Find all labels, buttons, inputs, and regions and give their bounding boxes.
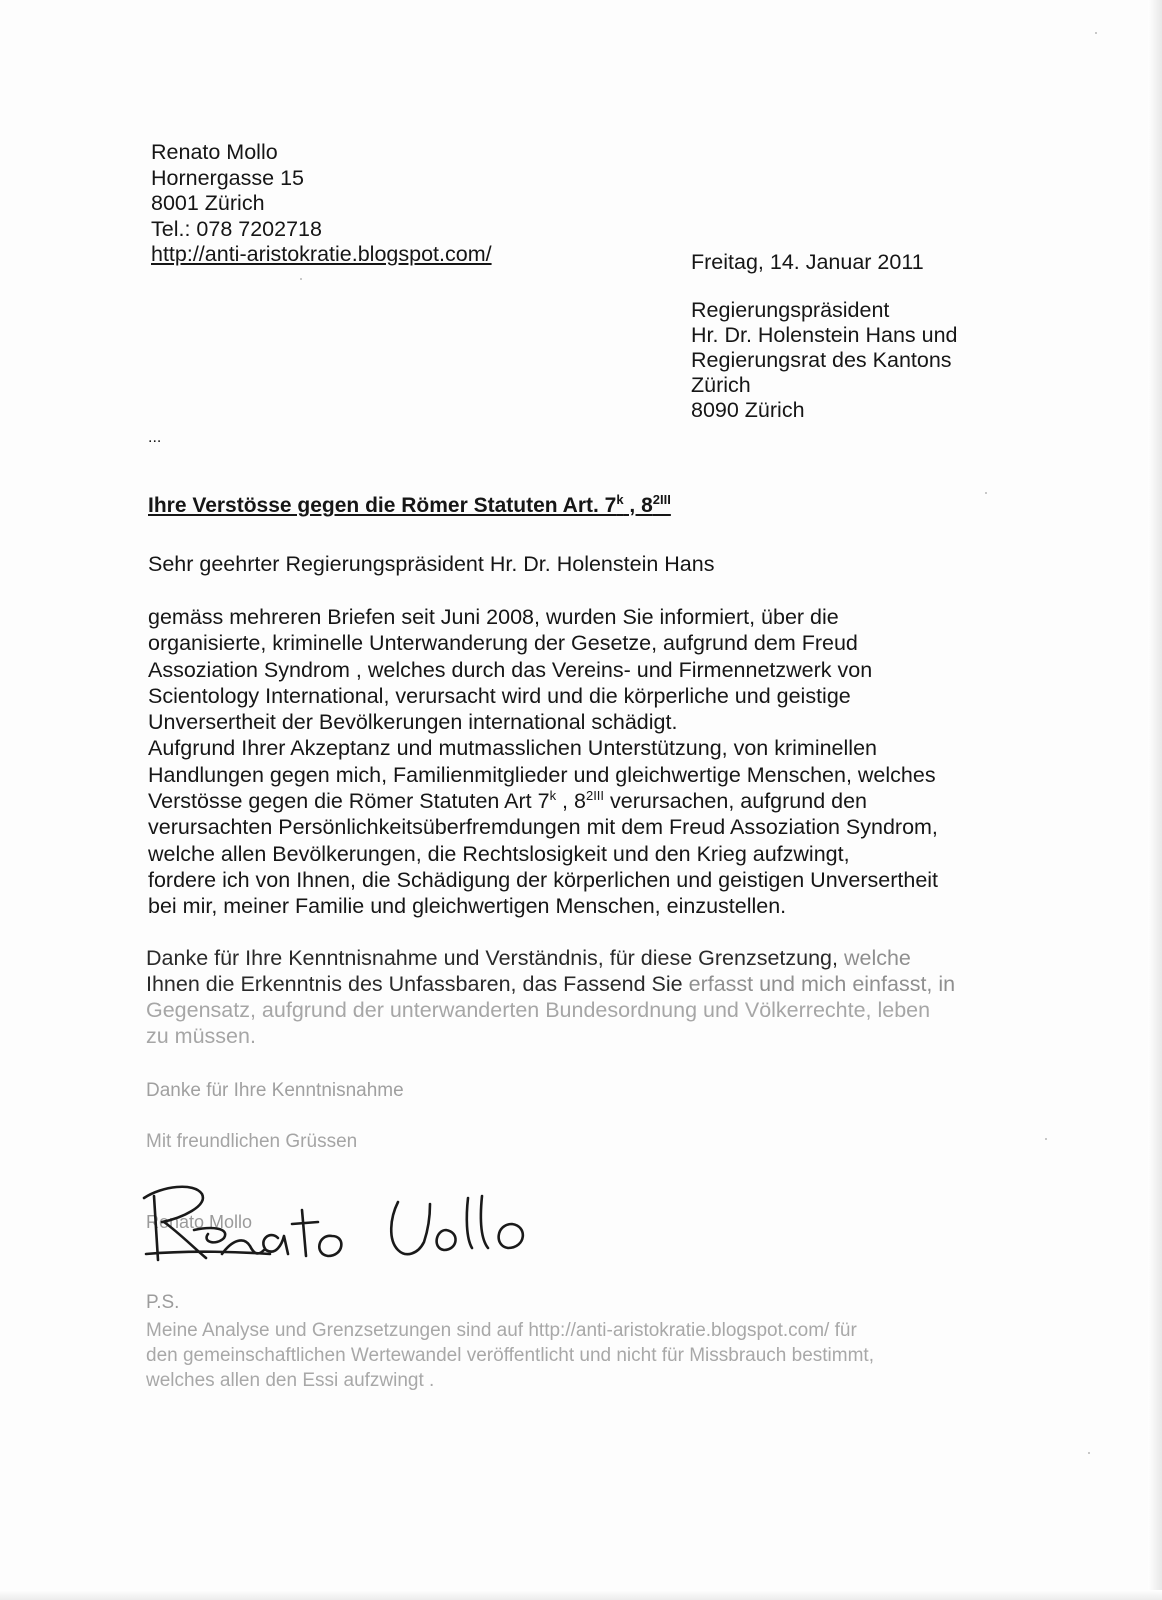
closing-thanks: Danke für Ihre Kenntnisnahme <box>146 1080 404 1101</box>
ps-paragraph <box>146 1318 874 1393</box>
scan-speck <box>1088 1452 1090 1454</box>
body-sup-2iii: 2III <box>585 787 605 803</box>
recipient-block <box>691 298 958 423</box>
body-line <box>148 789 938 815</box>
body-line <box>146 972 955 998</box>
body-line: welche allen Bevölkerungen, die Rechtslosigkeit und den Krieg aufzwingt, <box>148 841 850 866</box>
sender-street: Hornergasse 15 <box>151 165 304 190</box>
body-line: zu müssen. <box>146 1024 256 1048</box>
handwritten-signature <box>132 1168 562 1268</box>
subject-sup-2iii: 2III <box>652 492 671 507</box>
body-line: bei mir, meiner Familie und gleichwertigen Menschen, einzustellen. <box>148 894 787 919</box>
sender-phone: Tel.: 078 7202718 <box>151 216 322 241</box>
scan-speck <box>1095 32 1097 34</box>
subject-mid: , 8 <box>623 494 653 517</box>
body-line: verursachten Persönlichkeitsüberfremdungen mit dem Freud Assoziation Syndrom, <box>148 815 938 840</box>
body-line: fordere ich von Ihnen, die Schädigung der körperlichen und geistigen Unversertheit <box>148 867 939 892</box>
recipient-line: 8090 Zürich <box>691 398 805 422</box>
body-line <box>146 946 955 972</box>
scan-edge-bottom <box>0 1590 1162 1600</box>
body-line-part: , 8 <box>556 789 586 814</box>
body-line-part: verursachen, aufgrund den <box>604 789 868 814</box>
scan-edge-right <box>1148 0 1162 1600</box>
body-line: Scientology International, verursacht wird und die körperliche und geistige <box>148 683 851 708</box>
body-line-part: Verstösse gegen die Römer Statuten Art 7 <box>148 789 550 814</box>
sender-city: 8001 Zürich <box>151 191 265 215</box>
closing-regards: Mit freundlichen Grüssen <box>146 1131 358 1152</box>
ps-line: den gemeinschaftlichen Wertewandel veröffentlicht und nicht für Missbrauch bestimmt, <box>146 1345 874 1366</box>
ps-line: welches allen den Essi aufzwingt . <box>146 1370 435 1391</box>
sender-block <box>151 140 492 268</box>
body-paragraph-main <box>148 605 938 921</box>
body-line: gemäss mehreren Briefen seit Juni 2008, wurden Sie informiert, über die <box>148 605 839 629</box>
letter-date: Freitag, 14. Januar 2011 <box>691 250 924 274</box>
recipient-line: Regierungsrat des Kantons <box>691 348 952 372</box>
body-line: organisierte, kriminelle Unterwanderung der Gesetze, aufgrund dem Freud <box>148 631 858 656</box>
subject-line <box>148 493 671 518</box>
body-line: Assoziation Syndrom , welches durch das Vereins- und Firmennetzwerk von <box>148 657 873 682</box>
body-line-part: Ihnen die Erkenntnis des Unfassbaren, das Fassend Sie <box>146 972 689 996</box>
sender-name: Renato Mollo <box>151 140 278 164</box>
body-line-part: erfasst und mich einfasst, in <box>688 972 956 996</box>
body-sup-k: k <box>549 787 557 803</box>
subject-text: Ihre Verstösse gegen die Römer Statuten Art. 7 <box>148 494 617 517</box>
body-line: Aufgrund Ihrer Akzeptanz und mutmasslichen Unterstützung, von kriminellen <box>148 736 877 761</box>
body-line: Unversertheit der Bevölkerungen international schädigt. <box>148 710 678 735</box>
scan-speck <box>300 278 302 280</box>
recipient-line: Regierungspräsident <box>691 298 890 322</box>
ps-label: P.S. <box>146 1292 180 1313</box>
ellipsis-mark: ... <box>148 429 162 446</box>
recipient-line: Zürich <box>691 373 751 397</box>
scan-speck <box>1045 1138 1047 1140</box>
body-paragraph-thanks <box>146 946 955 1050</box>
scan-speck <box>985 492 987 494</box>
recipient-line: Hr. Dr. Holenstein Hans und <box>691 323 958 347</box>
subject-sup-k: k <box>616 492 624 507</box>
salutation: Sehr geehrter Regierungspräsident Hr. Dr. Holenstein Hans <box>148 552 715 576</box>
body-line: Gegensatz, aufgrund der unterwanderten Bundesordnung und Völkerrechte, leben <box>146 998 931 1022</box>
ps-line: Meine Analyse und Grenzsetzungen sind auf http://anti-aristokratie.blogspot.com/ für <box>146 1320 857 1341</box>
body-line: Handlungen gegen mich, Familienmitglieder und gleichwertige Menschen, welches <box>148 762 936 787</box>
body-line-part: welche <box>843 946 911 970</box>
sender-url: http://anti-aristokratie.blogspot.com/ <box>151 242 492 266</box>
printed-name: Renato Mollo <box>146 1212 253 1232</box>
body-line-part: Danke für Ihre Kenntnisnahme und Verständnis, für diese Grenzsetzung, <box>146 946 844 970</box>
